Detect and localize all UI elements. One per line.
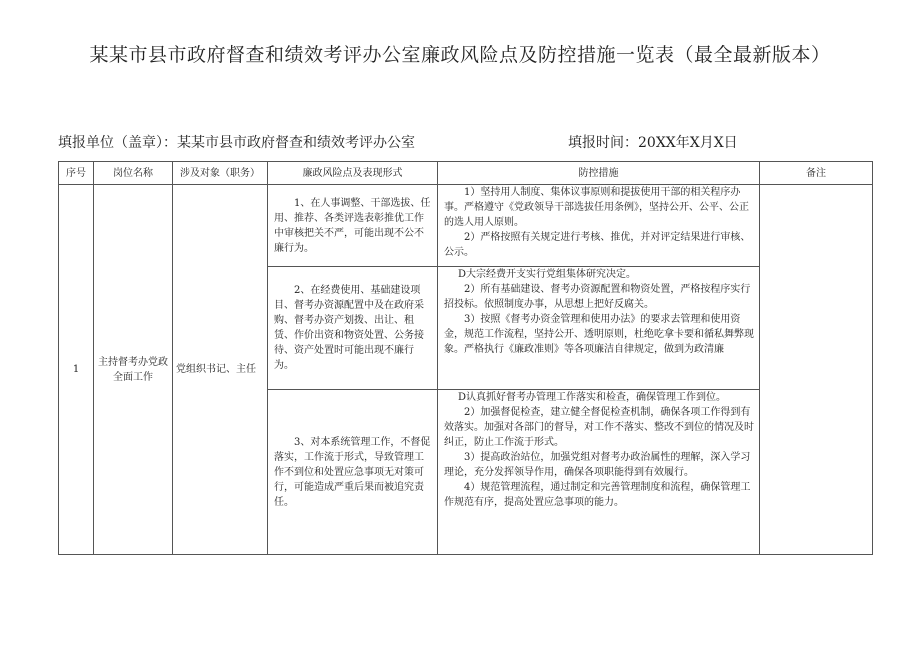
measure-item: 3）提高政治站位，加强党组对督考办政治属性的理解，深入学习理论，充分发挥领导作用，确保各项职能得到有效履行。 <box>444 452 751 478</box>
cell-risk-1: 1、在人事调整、干部选拔、任用、推荐、各类评选表彰推优工作中审核把关不严，可能出现不公不廉行为。 <box>268 185 438 267</box>
cell-object: 党组织书记、主任 <box>173 185 268 555</box>
header-risk: 廉政风险点及表现形式 <box>268 162 438 185</box>
measure-item: 4）规范管理流程，通过制定和完善管理制度和流程，确保管理工作规范有序，提高处置应急事项的能力。 <box>444 482 751 508</box>
risk-table <box>58 161 873 555</box>
header-post: 岗位名称 <box>94 162 173 185</box>
table-row <box>59 185 873 267</box>
cell-measures-3 <box>438 390 760 555</box>
measure-item: 3）按照《督考办资金管理和使用办法》的要求去管理和使用资金，规范工作流程，坚持公开、透明原则，杜绝吃拿卡要和循私舞弊现象。严格执行《廉政准则》等各项廉洁自律规定，做到为政清廉 <box>444 314 754 355</box>
measure-item: D认真抓好督考办管理工作落实和检查，确保管理工作到位。 <box>458 392 727 403</box>
header-measures: 防控措施 <box>438 162 760 185</box>
cell-seq: 1 <box>59 185 94 555</box>
table-header-row <box>59 162 873 185</box>
page-title: 某某市县市政府督查和绩效考评办公室廉政风险点及防控措施一览表（最全最新版本） <box>89 44 831 66</box>
cell-post: 主持督考办党政全面工作 <box>94 185 173 555</box>
fill-time: 填报时间：20XX年X月X日 <box>568 135 738 151</box>
cell-measures-2 <box>438 267 760 390</box>
header-seq: 序号 <box>59 162 94 185</box>
measure-item: 1）坚持用人制度、集体议事原则和提拔使用干部的相关程序办事。严格遵守《党政领导干部选拔任用条例》，坚持公开、公平、公正的选人用人原则。 <box>444 187 749 228</box>
header-object: 涉及对象（职务） <box>173 162 268 185</box>
measure-item: D大宗经费开支实行党组集体研究决定。 <box>458 269 637 280</box>
fill-unit: 填报单位（盖章）：某某市县市政府督查和绩效考评办公室 <box>58 135 415 151</box>
measure-item: 2）严格按照有关规定进行考核、推优，并对评定结果进行审核、公示。 <box>444 232 751 258</box>
cell-measures-1 <box>438 185 760 267</box>
cell-risk-3: 3、对本系统管理工作，不督促落实，工作流于形式，导致管理工作不到位和处置应急事项无对策可行，可能造成严重后果而被追究责任。 <box>268 390 438 555</box>
measure-item: 2）加强督促检查，建立健全督促检查机制，确保各项工作得到有效落实。加强对各部门的督导，对工作不落实、整改不到位的情况及时纠正，防止工作流于形式。 <box>444 407 754 448</box>
header-remark: 备注 <box>760 162 873 185</box>
cell-risk-2: 2、在经费使用、基础建设项目、督考办资源配置中及在政府采购、督考办资产划拨、出让、租赁、作价出资和物资处置、公务接待、资产处置时可能出现不廉行为。 <box>268 267 438 390</box>
measure-item: 2）所有基础建设、督考办资源配置和物资处置，严格按程序实行招投标。依照制度办事，从思想上把好反腐关。 <box>444 284 751 310</box>
cell-remark <box>760 185 873 555</box>
